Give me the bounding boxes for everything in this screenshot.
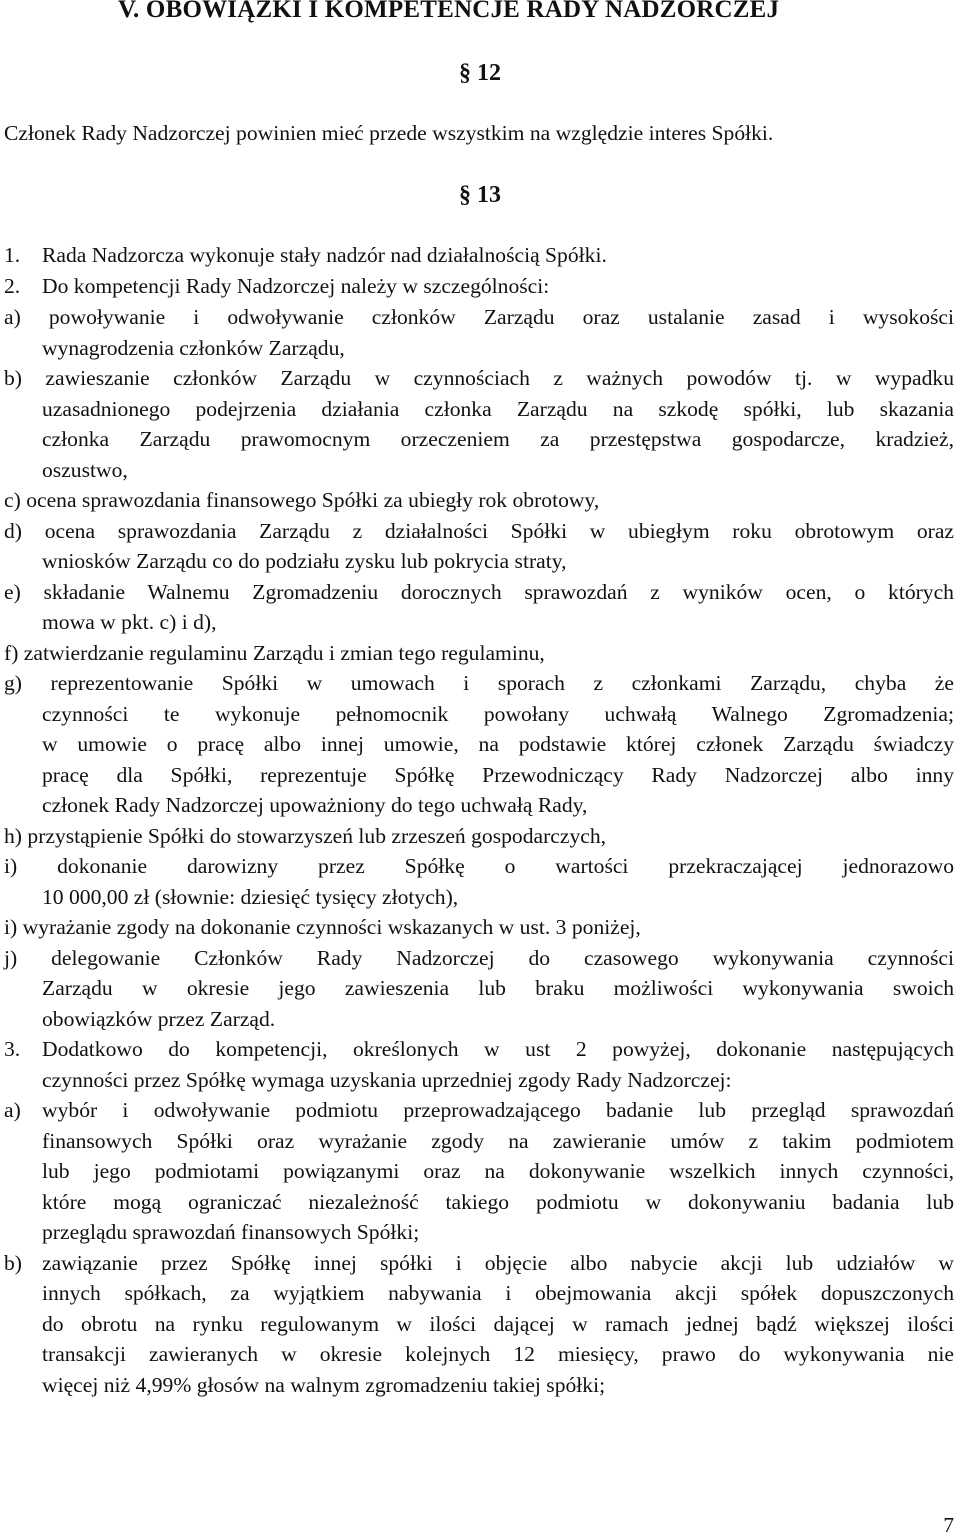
list-item-continuation: finansowych Spółki oraz wyrażanie zgody na zawieranie umów z takim podmiotem — [42, 1129, 954, 1153]
list-item: h) przystąpienie Spółki do stowarzyszeń lub zrzeszeń gospodarczych, — [4, 824, 607, 848]
list-item: 1. Rada Nadzorcza wykonuje stały nadzór nad działalnością Spółki. — [4, 243, 607, 267]
list-item: f) zatwierdzanie regulaminu Zarządu i zmian tego regulaminu, — [4, 641, 545, 665]
list-item: b) zawieszanie członków Zarządu w czynnościach z ważnych powodów tj. w wypadku — [4, 366, 954, 390]
list-item: d) ocena sprawozdania Zarządu z działalności Spółki w ubiegłym roku obrotowym oraz — [4, 519, 954, 543]
list-item-continuation: które mogą ograniczać niezależność takiego podmiotu w dokonywaniu badania lub — [42, 1190, 954, 1214]
list-item: a) wybór i odwoływanie podmiotu przeprowadzającego badanie lub przegląd sprawozdań — [4, 1098, 954, 1122]
paragraph-12: Członek Rady Nadzorczej powinien mieć przede wszystkim na względzie interes Spółki. — [4, 121, 774, 145]
list-item-continuation: do obrotu na rynku regulowanym w ilości dającej w ramach jednej bądź większej ilości — [42, 1312, 954, 1336]
list-item-continuation: transakcji zawieranych w okresie kolejnych 12 miesięcy, prawo do wykonywania nie — [42, 1342, 954, 1366]
list-item-continuation: innych spółkach, za wyjątkiem nabywania i obejmowania akcji spółek dopuszczonych — [42, 1281, 954, 1305]
list-item: a) powoływanie i odwoływanie członków Zarządu oraz ustalanie zasad i wysokości — [4, 305, 954, 329]
list-item-continuation: oszustwo, — [42, 458, 128, 482]
list-item-continuation: obowiązków przez Zarząd. — [42, 1007, 276, 1031]
list-item-continuation: czynności przez Spółkę wymaga uzyskania uprzedniej zgody Rady Nadzorczej: — [42, 1068, 732, 1092]
list-item: g) reprezentowanie Spółki w umowach i sporach z członkami Zarządu, chyba że — [4, 671, 954, 695]
list-item-continuation: mowa w pkt. c) i d), — [42, 610, 217, 634]
list-item-continuation: lub jego podmiotami powiązanymi oraz na dokonywanie wszelkich innych czynności, — [42, 1159, 954, 1183]
list-item-continuation: członek Rady Nadzorczej upoważniony do tego uchwałą Rady, — [42, 793, 588, 817]
list-item-continuation: czynności te wykonuje pełnomocnik powołany uchwałą Walnego Zgromadzenia; — [42, 702, 954, 726]
list-item: e) składanie Walnemu Zgromadzeniu dorocznych sprawozdań z wyników ocen, o których — [4, 580, 954, 604]
list-item-continuation: wniosków Zarządu co do podziału zysku lub pokrycia straty, — [42, 549, 567, 573]
list-item-continuation: pracę dla Spółki, reprezentuje Spółkę Przewodniczący Rady Nadzorczej albo inny — [42, 763, 954, 787]
section-13-mark: § 13 — [459, 182, 501, 208]
list-item-continuation: w umowie o pracę albo innej umowie, na podstawie której członek Zarządu świadczy — [42, 732, 954, 756]
list-item-continuation: wynagrodzenia członków Zarządu, — [42, 336, 345, 360]
list-item: j) delegowanie Członków Rady Nadzorczej do czasowego wykonywania czynności — [4, 946, 954, 970]
list-item-continuation: uzasadnionego podejrzenia działania członka Zarządu na szkodę spółki, lub skazania — [42, 397, 954, 421]
list-item: i) wyrażanie zgody na dokonanie czynności wskazanych w ust. 3 poniżej, — [4, 915, 641, 939]
list-item: 3. Dodatkowo do kompetencji, określonych w ust 2 powyżej, dokonanie następujących — [4, 1037, 954, 1061]
chapter-heading: V. OBOWIĄZKI I KOMPETENCJE RADY NADZORCZEJ — [118, 0, 780, 23]
list-item: 2. Do kompetencji Rady Nadzorczej należy w szczególności: — [4, 274, 550, 298]
list-item: i) dokonanie darowizny przez Spółkę o wartości przekraczającej jednorazowo — [4, 854, 955, 878]
list-item-continuation: Zarządu w okresie jego zawieszenia lub braku możliwości wykonywania swoich — [42, 976, 954, 1000]
list-item-continuation: przeglądu sprawozdań finansowych Spółki; — [42, 1220, 420, 1244]
list-item-continuation: więcej niż 4,99% głosów na walnym zgromadzeniu takiej spółki; — [42, 1373, 606, 1397]
list-item-continuation: 10 000,00 zł (słownie: dziesięć tysięcy złotych), — [42, 885, 459, 909]
page-number: 7 — [943, 1513, 954, 1537]
list-item-continuation: członka Zarządu prawomocnym orzeczeniem za przestępstwa gospodarcze, kradzież, — [42, 427, 954, 451]
list-item: b) zawiązanie przez Spółkę innej spółki i objęcie albo nabycie akcji lub udziałów w — [4, 1251, 954, 1275]
section-12-mark: § 12 — [459, 60, 501, 86]
list-item: c) ocena sprawozdania finansowego Spółki za ubiegły rok obrotowy, — [4, 488, 600, 512]
